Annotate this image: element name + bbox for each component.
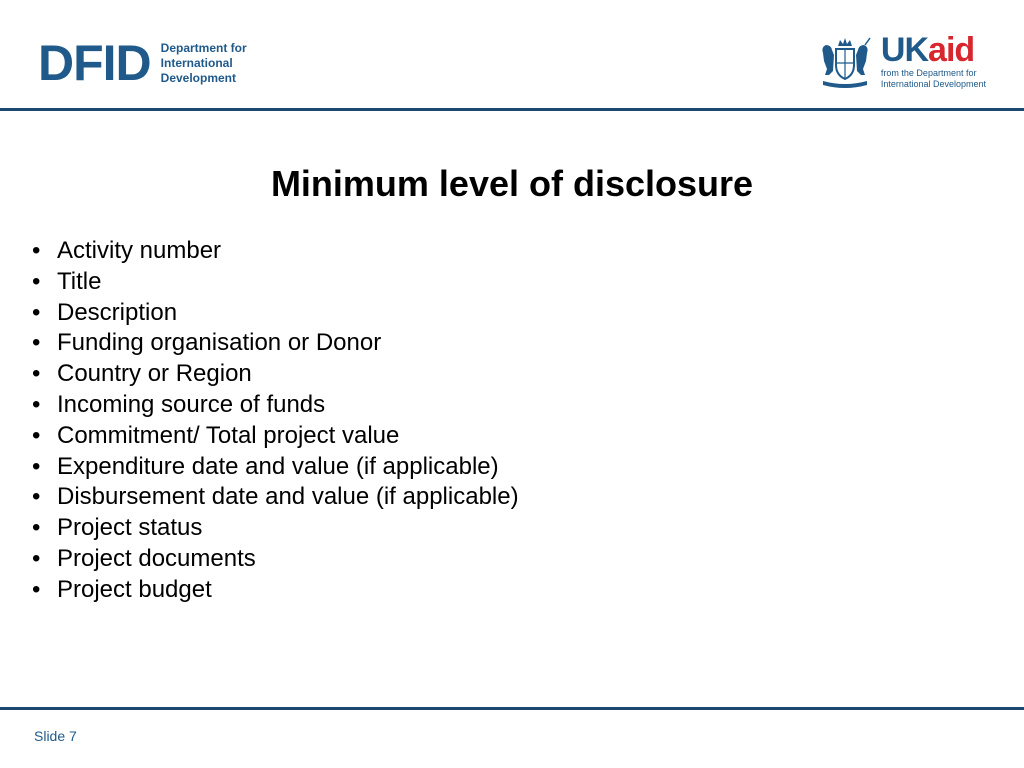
bullet-item [32,513,519,544]
bullet-item [32,328,519,359]
bullet-symbol: • [32,544,41,572]
bullet-text: Incoming source of funds [57,390,326,418]
ukaid-subtitle-line: International Development [880,79,986,89]
bullet-item [32,421,519,452]
bullet-item [32,267,519,298]
ukaid-word [881,32,986,68]
slide-header [0,0,1024,110]
ukaid-subtitle-line: from the Department for [880,68,977,78]
bullet-symbol: • [32,390,41,418]
ukaid-aid: aid [928,31,975,69]
bullet-text: Expenditure date and value (if applicable) [57,452,499,480]
ukaid-logo [815,30,986,92]
bullet-text: Disbursement date and value (if applicable) [57,483,519,511]
dfid-logo-text [161,41,247,86]
bullet-text: Funding organisation or Donor [57,329,382,357]
bullet-text: Project budget [57,575,212,603]
bullet-item [32,482,519,513]
bullet-text: Title [57,267,102,295]
ukaid-uk: UK [880,31,929,69]
bullet-text: Project documents [57,544,256,572]
dfid-logo-line: Development [160,70,237,85]
slide-number: Slide 7 [34,728,77,744]
bullet-text: Country or Region [57,360,252,388]
bullet-text: Description [57,298,178,326]
bullet-symbol: • [32,575,41,603]
bullet-text: Activity number [57,237,222,264]
dfid-logo-line: Department for [160,40,247,55]
bullet-symbol: • [32,421,41,449]
bullet-item [32,544,519,575]
dfid-logo [38,35,247,91]
bullet-item [32,359,519,390]
bullet-item [32,236,519,267]
royal-crest-icon [815,31,875,91]
bullet-item [32,452,519,483]
bullet-item [32,298,519,329]
bullet-symbol: • [32,267,41,295]
ukaid-wordmark [881,32,986,90]
dfid-logo-mark: DFID [38,35,151,91]
bullet-symbol: • [32,298,41,326]
bullet-item [32,575,519,606]
header-divider [0,108,1024,111]
bullet-symbol: • [32,452,41,480]
footer-divider [0,707,1024,710]
bullet-symbol: • [32,329,41,357]
bullet-symbol: • [32,360,41,388]
bullet-symbol: • [32,237,41,264]
bullet-symbol: • [32,514,41,542]
bullet-symbol: • [32,483,41,511]
bullet-item [32,390,519,421]
bullet-list [32,236,519,606]
bullet-text: Project status [57,514,203,542]
dfid-logo-line: International [160,55,233,70]
bullet-text: Commitment/ Total project value [57,421,400,449]
slide-title: Minimum level of disclosure [270,163,754,204]
